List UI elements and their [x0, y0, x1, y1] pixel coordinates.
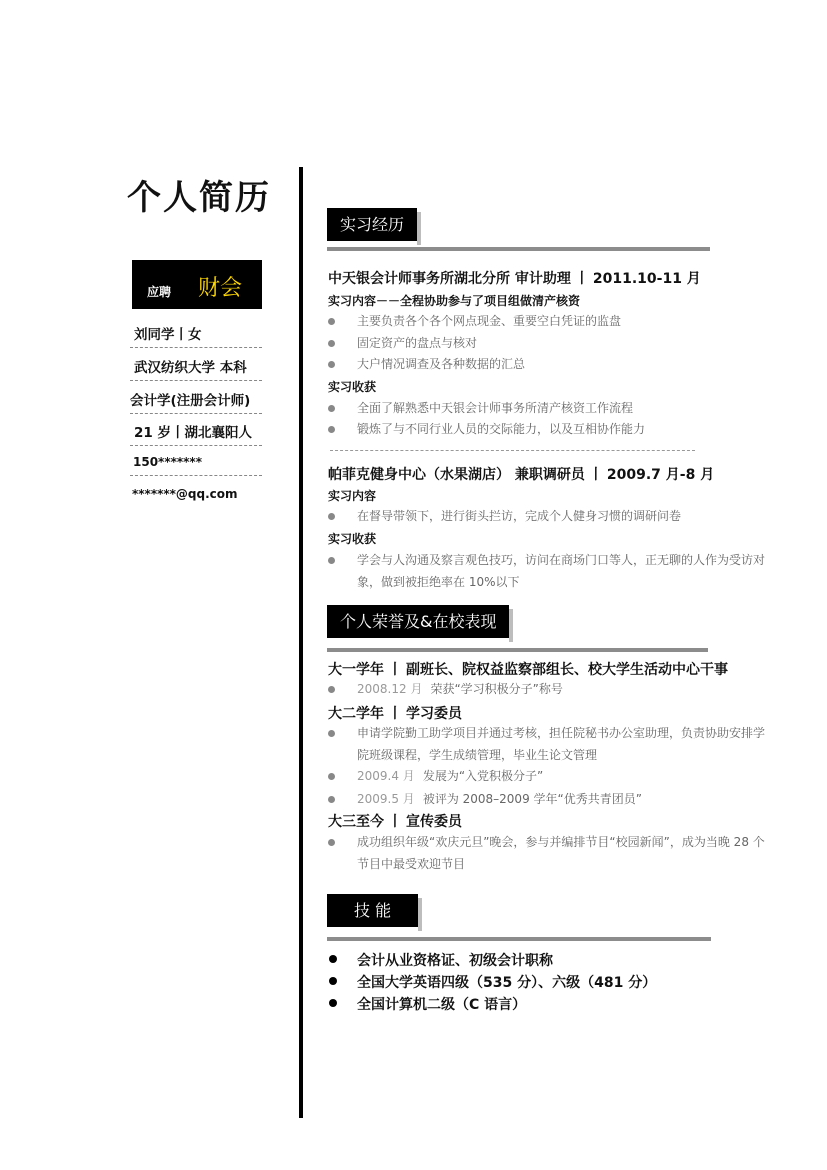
bullet-icon [328, 796, 335, 803]
list-item: 在督导带领下，进行街头拦访，完成个人健身习惯的调研问卷 [328, 505, 773, 527]
school-degree: 武汉纺织大学 本科 [134, 360, 247, 376]
list-item: 2009.5 月 被评为 2008–2009 学年“优秀共青团员” [328, 788, 773, 810]
separator [130, 445, 262, 446]
skill-item: 会计从业资格证、初级会计职称 [328, 950, 553, 970]
content-label: 实习内容－－全程协助参与了项目组做清产核资 [328, 294, 581, 308]
list-item: 大户情况调查及各种数据的汇总 [328, 353, 773, 375]
phone: 150******* [133, 455, 202, 469]
section-rule [327, 937, 711, 941]
honor-year: 大一学年 [328, 662, 384, 678]
bullet-icon [328, 686, 335, 693]
bullet-icon [329, 977, 337, 985]
bullet-icon [328, 839, 335, 846]
apply-job: 财会 [198, 276, 243, 301]
section-header-honors: 个人荣誉及&在校表现 [327, 605, 509, 638]
separator [130, 347, 262, 348]
separator [330, 450, 695, 451]
honor-role: 副班长、院权益监察部组长、校大学生活动中心干事 [406, 662, 728, 678]
honor-year-2 [328, 703, 462, 723]
separator-bar: 丨 [388, 662, 402, 678]
bullet-icon [328, 773, 335, 780]
skill-item: 全国大学英语四级（535 分）、六级（481 分） [328, 972, 656, 992]
honor-year-3 [328, 811, 462, 831]
list-item: 申请学院勤工助学项目并通过考核，担任院秘书办公室助理，负责协助安排学院班级课程，学生成绩管理，毕业生论文管理 [328, 722, 773, 766]
list-item: 全面了解熟悉中天银会计师事务所清产核资工作流程 [328, 397, 773, 419]
bullet-icon [329, 955, 337, 963]
bullet-icon [328, 361, 335, 368]
job-title-1 [328, 268, 701, 288]
bullet-icon [328, 340, 335, 347]
job-company: 中天银会计师事务所湖北分所 审计助理 [328, 271, 571, 287]
honor-role: 宣传委员 [406, 814, 462, 830]
skill-item: 全国计算机二级（C 语言） [328, 994, 526, 1014]
separator [130, 413, 262, 414]
separator-bar: 丨 [588, 467, 603, 483]
major: 会计学(注册会计师) [130, 393, 251, 409]
list-item: 学会与人沟通及察言观色技巧，访问在商场门口等人，正无聊的人作为受访对象，做到被拒绝率在 10%以下 [328, 549, 773, 593]
section-rule [327, 247, 710, 251]
bullet-icon [328, 405, 335, 412]
email: *******@qq.com [132, 487, 238, 501]
list-item: 2009.4 月 发展为“入党积极分子” [328, 765, 773, 787]
vertical-divider [299, 167, 303, 1118]
job-period: 2011.10-11 月 [592, 271, 701, 287]
honor-year: 大三至今 [328, 814, 384, 830]
honor-year-1 [328, 659, 728, 679]
list-item: 主要负责各个各个网点现金、重要空白凭证的监盘 [328, 310, 773, 332]
separator-bar: 丨 [388, 706, 402, 722]
job-title-2 [328, 464, 714, 484]
page-title: 个人简历 [127, 178, 271, 218]
list-item: 锻炼了与不同行业人员的交际能力，以及互相协作能力 [328, 418, 773, 440]
list-item: 2008.12 月 荣获“学习积极分子”称号 [328, 678, 773, 700]
honor-role: 学习委员 [406, 706, 462, 722]
separator-bar: 丨 [574, 271, 589, 287]
bullet-icon [329, 999, 337, 1007]
bullet-icon [328, 318, 335, 325]
bullet-icon [328, 730, 335, 737]
job-period: 2009.7 月-8 月 [606, 467, 715, 483]
bullet-icon [328, 557, 335, 564]
bullet-icon [328, 426, 335, 433]
list-item: 固定资产的盘点与核对 [328, 332, 773, 354]
content-label: 实习内容 [328, 489, 377, 503]
gain-label: 实习收获 [328, 380, 377, 394]
age-hometown: 21 岁丨湖北襄阳人 [134, 425, 252, 441]
separator [130, 475, 262, 476]
honor-year: 大二学年 [328, 706, 384, 722]
bullet-icon [328, 513, 335, 520]
job-company: 帕菲克健身中心（水果湖店） 兼职调研员 [328, 467, 585, 483]
name-gender: 刘同学丨女 [134, 327, 202, 343]
gain-label: 实习收获 [328, 532, 377, 546]
apply-position-box [132, 260, 262, 309]
separator-bar: 丨 [388, 814, 402, 830]
apply-prefix: 应聘 [147, 285, 172, 299]
separator [130, 380, 262, 381]
section-header-internship: 实习经历 [327, 208, 417, 241]
section-rule [327, 648, 708, 652]
section-header-skills: 技 能 [327, 894, 418, 927]
list-item: 成功组织年级“欢庆元旦”晚会，参与并编排节目“校园新闻”，成为当晚 28 个节目中最受欢迎节目 [328, 831, 773, 875]
